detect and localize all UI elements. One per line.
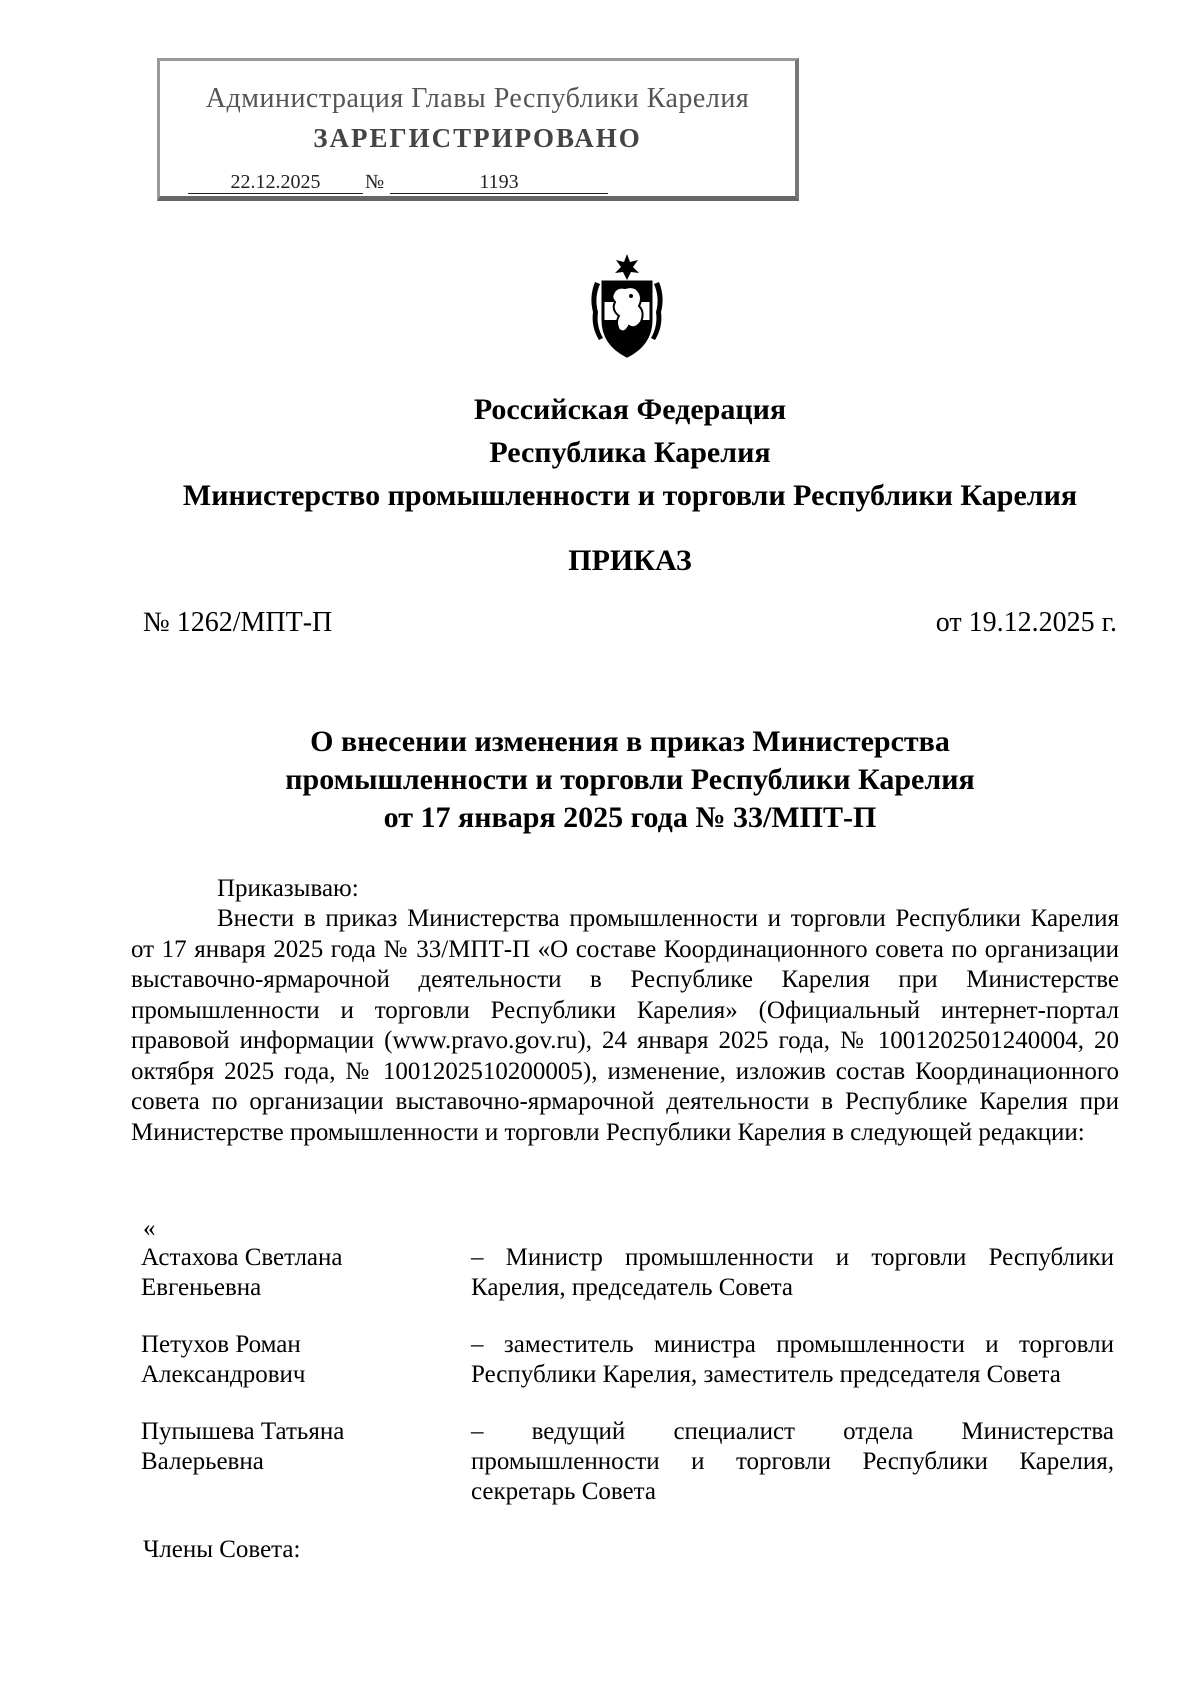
member-name-line-2: Валерьевна — [141, 1448, 264, 1475]
member-name-line-1: Пупышева Татьяна — [141, 1418, 345, 1445]
members-section-title: Члены Совета: — [143, 1536, 301, 1563]
quote-open-mark: « — [143, 1215, 156, 1242]
karelia-coat-of-arms-icon — [583, 252, 671, 360]
stamp-date: 22.12.2025 — [188, 171, 363, 194]
member-role: – ведущий специалист отдела Министерства промышленности и торговли Республики Карелия, секретарь Совета — [471, 1418, 1114, 1505]
member-name-line-2: Евгеньевна — [141, 1274, 262, 1301]
member-role: – заместитель министра промышленности и торговли Республики Карелия, заместитель председателя Совета — [471, 1331, 1114, 1388]
header-country: Российская Федерация — [473, 393, 787, 426]
document-number: № 1262/МПТ-П — [143, 607, 333, 638]
order-word: Приказываю: — [217, 875, 359, 902]
document-title-line-1: О внесении изменения в приказ Министерства — [310, 725, 950, 758]
stamp-status: ЗАРЕГИСТРИРОВАНО — [313, 123, 642, 153]
stamp-number: 1193 — [390, 171, 608, 194]
member-name-line-1: Петухов Роман — [141, 1331, 301, 1358]
member-role: – Министр промышленности и торговли Республики Карелия, председатель Совета — [471, 1244, 1114, 1301]
main-paragraph: Внести в приказ Министерства промышленности и торговли Республики Карелия от 17 января 2025 года № 33/МПТ-П «О составе Координационного совета по организации выставочно-ярмарочной деятельности в Республике Карелия при Министерстве промышленности и торговли Республики Карелия» (Официальный интернет-портал правовой информации (www.pravo.gov.ru), 24 января 2025 года, № 1001202501240004, 20 октября 2025 года, № 1001202510200005), изменение, изложив состав Координационного совета по организации выставочно-ярмарочной деятельности в Республике Карелия при Министерстве промышленности и торговли Республики Карелия в следующей редакции: — [131, 905, 1119, 1146]
member-name — [141, 1417, 431, 1477]
registration-stamp — [157, 58, 799, 201]
member-name-line-2: Александрович — [141, 1361, 306, 1388]
document-type: ПРИКАЗ — [568, 544, 692, 577]
document-title-line-2: промышленности и торговли Республики Карелия — [285, 763, 975, 796]
stamp-organization: Администрация Главы Республики Карелия — [205, 83, 750, 114]
member-name — [141, 1330, 431, 1390]
header-ministry: Министерство промышленности и торговли Республики Карелия — [182, 479, 1078, 512]
document-title-line-3: от 17 января 2025 года № 33/МПТ-П — [383, 801, 877, 834]
document-date: от 19.12.2025 г. — [935, 607, 1117, 638]
member-name — [141, 1243, 431, 1303]
stamp-number-label: № — [365, 171, 385, 193]
member-name-line-1: Астахова Светлана — [141, 1244, 343, 1271]
header-republic: Республика Карелия — [489, 436, 771, 469]
